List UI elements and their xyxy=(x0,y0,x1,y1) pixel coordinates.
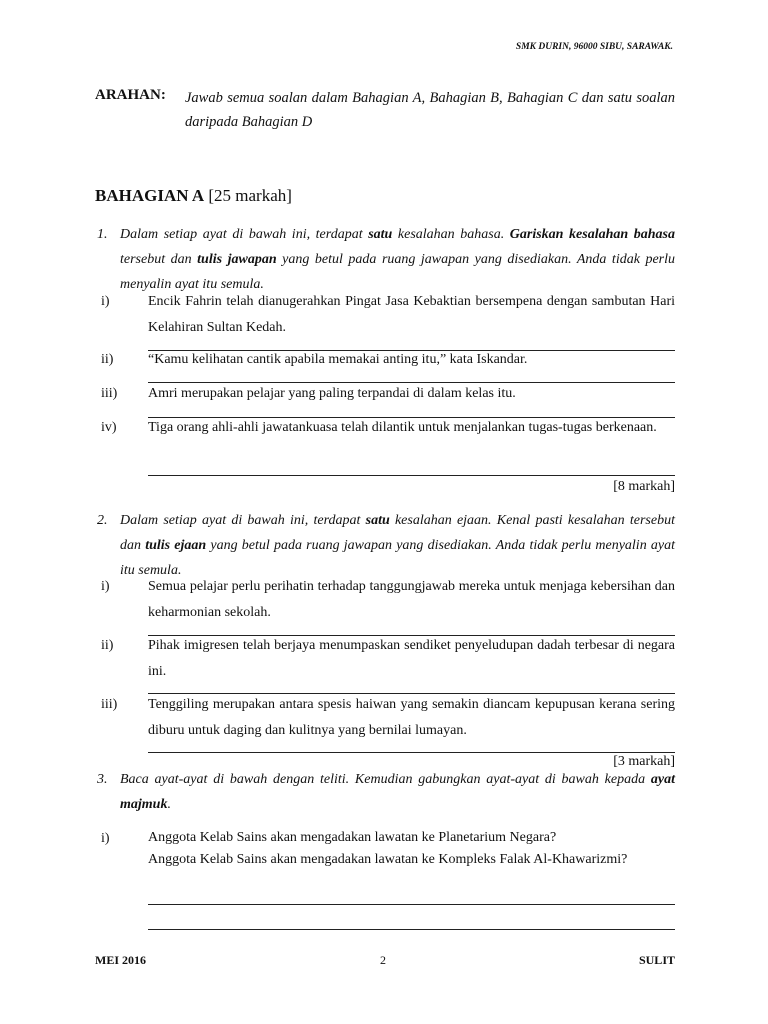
q1-item-1-sentence: Encik Fahrin telah dianugerahkan Pingat Jasa Kebaktian bersempena dengan sambutan Hari Kelahiran Sultan Kedah. xyxy=(148,294,675,335)
section-title xyxy=(95,186,292,206)
q2-marks: [3 markah] xyxy=(613,754,675,769)
q1-item-3-number: iii) xyxy=(101,386,118,401)
instruction-text: Jawab semua soalan dalam Bahagian A, Bahagian B, Bahagian C dan satu soalan daripada Bahagian D xyxy=(185,90,675,130)
q3-item-1-sentence-2: Anggota Kelab Sains akan mengadakan lawatan ke Kompleks Falak Al-Khawarizmi? xyxy=(148,852,628,867)
q1-bold-1: satu xyxy=(368,227,393,242)
q1-item-2-number: ii) xyxy=(101,352,114,367)
answer-line[interactable] xyxy=(148,475,675,476)
instruction-label: ARAHAN: xyxy=(95,87,166,103)
q2-item-2-number: ii) xyxy=(101,638,114,653)
q2-bold-1: satu xyxy=(365,513,390,528)
q1-text-1: Dalam setiap ayat di bawah ini, terdapat xyxy=(120,227,369,242)
q2-item-2-sentence: Pihak imigresen telah berjaya menumpaskan sendiket penyeludupan dadah terbesar di negara ini. xyxy=(148,638,675,679)
q3-item-1-sentence-1: Anggota Kelab Sains akan mengadakan lawatan ke Planetarium Negara? xyxy=(148,830,557,845)
question-2-instruction xyxy=(120,508,675,583)
q2-item-3-number: iii) xyxy=(101,697,118,712)
q2-text-1: Dalam setiap ayat di bawah ini, terdapat xyxy=(120,513,366,528)
answer-line[interactable] xyxy=(148,904,675,905)
footer-date: MEI 2016 xyxy=(95,953,146,967)
q3-item-1-number: i) xyxy=(101,831,110,846)
section-title-name: BAHAGIAN A xyxy=(95,186,205,205)
question-1-instruction xyxy=(120,222,675,297)
q1-item-4-number: iv) xyxy=(101,420,117,435)
footer-classification: SULIT xyxy=(638,953,675,967)
q1-marks: [8 markah] xyxy=(613,479,675,494)
question-3-number: 3. xyxy=(97,772,108,787)
answer-line[interactable] xyxy=(148,752,675,753)
q2-item-1-sentence: Semua pelajar perlu perihatin terhadap tanggungjawab mereka untuk menjaga kebersihan dan keharmonian sekolah. xyxy=(148,579,675,620)
q3-bold-1: ayat majmuk xyxy=(120,772,675,812)
question-3-instruction xyxy=(120,767,675,817)
page-number: 2 xyxy=(380,953,386,967)
q1-text-2: kesalahan bahasa. xyxy=(392,227,510,242)
q3-text-2: . xyxy=(167,797,171,812)
q2-item-1-number: i) xyxy=(101,579,110,594)
q2-text-2: kesalahan ejaan. Kenal pasti kesalahan tersebut dan xyxy=(120,513,675,553)
answer-line[interactable] xyxy=(148,929,675,930)
q3-text-1: Baca ayat-ayat di bawah dengan teliti. Kemudian gabungkan ayat-ayat di bawah kepada xyxy=(120,772,651,787)
school-header: SMK DURIN, 96000 SIBU, SARAWAK. xyxy=(515,42,673,52)
section-title-marks: [25 markah] xyxy=(204,186,292,205)
q2-item-3-sentence: Tenggiling merupakan antara spesis haiwan yang semakin diancam kepupusan kerana sering diburu untuk daging dan kulitnya yang bernilai lumayan. xyxy=(148,697,675,738)
question-2-number: 2. xyxy=(97,513,108,528)
q1-text-4: yang betul pada ruang jawapan yang disediakan. Anda tidak perlu menyalin ayat itu semula. xyxy=(120,252,675,292)
q1-bold-3: tulis jawapan xyxy=(197,252,277,267)
q2-bold-2: tulis ejaan xyxy=(145,538,207,553)
question-1-number: 1. xyxy=(97,227,108,242)
q1-item-3-sentence: Amri merupakan pelajar yang paling terpandai di dalam kelas itu. xyxy=(148,386,516,401)
q2-text-3: yang betul pada ruang jawapan yang disediakan. Anda tidak perlu menyalin ayat itu semula. xyxy=(120,538,675,578)
q1-item-4-sentence: Tiga orang ahli-ahli jawatankuasa telah dilantik untuk menjalankan tugas-tugas berkenaan. xyxy=(148,420,657,435)
q1-text-3: tersebut dan xyxy=(120,252,198,267)
q1-item-1-number: i) xyxy=(101,294,110,309)
q1-bold-2: Gariskan kesalahan bahasa xyxy=(509,227,675,242)
q1-item-2-sentence: “Kamu kelihatan cantik apabila memakai anting itu,” kata Iskandar. xyxy=(148,352,528,367)
